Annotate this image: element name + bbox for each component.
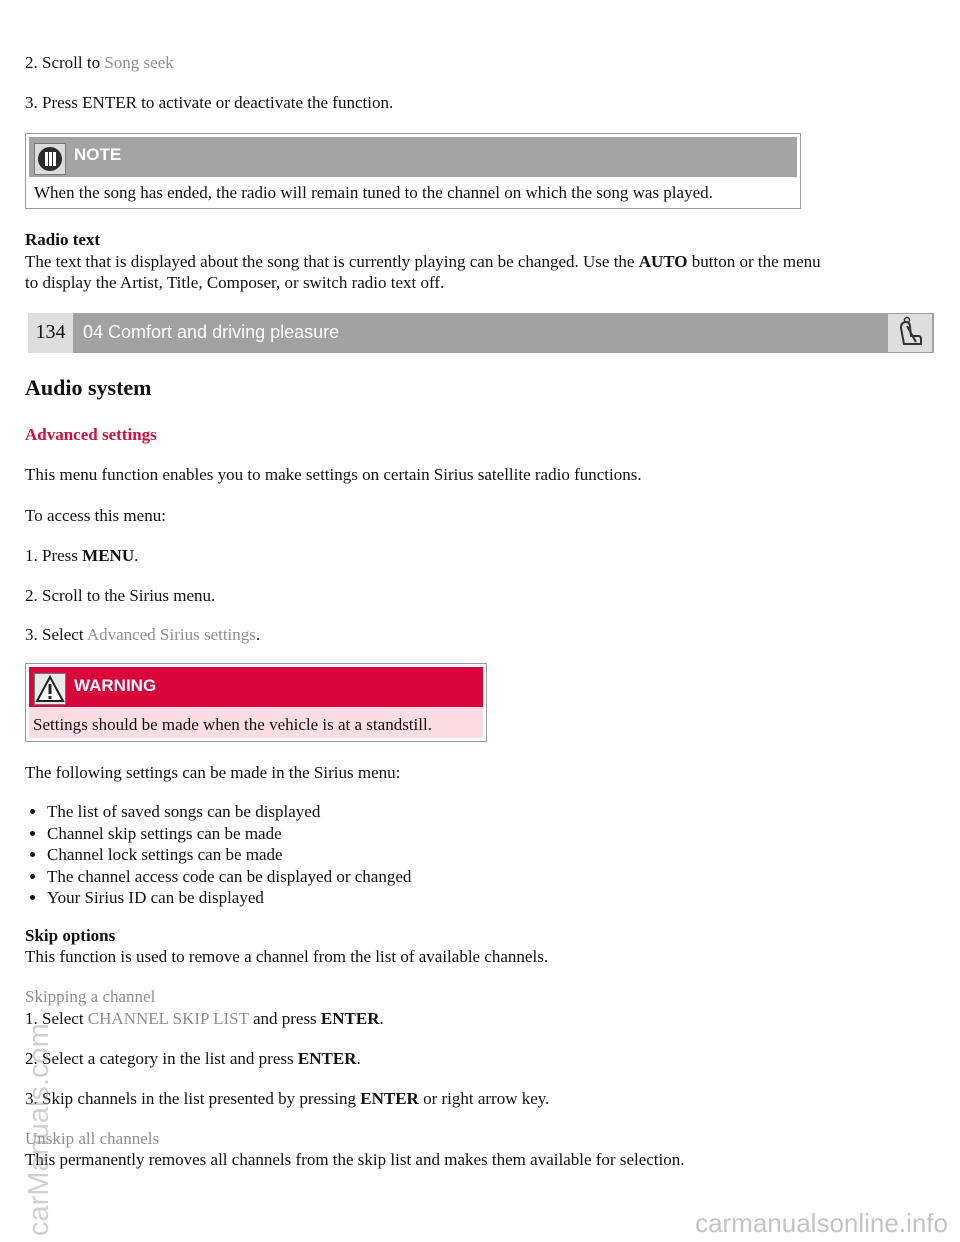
- step-select-advanced: [25, 625, 260, 645]
- radio-text-line2: to display the Artist, Title, Composer, or switch radio text off.: [25, 273, 445, 292]
- text-run: or right arrow key.: [418, 1089, 550, 1108]
- radio-text-heading: Radio text: [25, 230, 101, 249]
- list-item-text: Your Sirius ID can be displayed: [47, 888, 264, 907]
- seat-icon: [888, 314, 932, 352]
- text-run: 3. Select: [25, 625, 87, 644]
- note-box: [25, 133, 801, 209]
- skip-text: This function is used to remove a channel from the list of available channels.: [25, 947, 549, 966]
- skip-step3: [25, 1089, 549, 1109]
- step-scroll-song-seek: [25, 53, 174, 73]
- unskip-text: This permanently removes all channels from the skip list and makes them available for selection.: [25, 1150, 685, 1169]
- note-label: NOTE: [74, 145, 122, 164]
- skip-heading: Skip options: [25, 926, 116, 945]
- chapter-header-band: [28, 313, 934, 353]
- chapter-title: 04 Comfort and driving pleasure: [83, 322, 340, 342]
- text-run: 1. Select: [25, 1009, 88, 1028]
- text-run: .: [356, 1049, 361, 1068]
- settings-list: [25, 801, 411, 909]
- list-item: [25, 801, 411, 823]
- skip-step2: [25, 1049, 361, 1069]
- list-item-text: The list of saved songs can be displayed: [47, 802, 321, 821]
- text-run: The text that is displayed about the song that is currently playing can be changed. Use the: [25, 252, 639, 271]
- step-text: 2. Scroll to: [25, 53, 105, 72]
- enter-key-label: ENTER: [360, 1089, 419, 1108]
- text-run: .: [255, 625, 261, 644]
- channel-skip-list-item: CHANNEL SKIP LIST: [87, 1009, 249, 1028]
- auto-button-label: AUTO: [638, 252, 688, 271]
- page-number: 134: [28, 313, 73, 353]
- warning-label: WARNING: [74, 676, 157, 695]
- section-title: Audio system: [25, 375, 152, 400]
- intro-text: This menu function enables you to make settings on certain Sirius satellite radio functions.: [25, 465, 642, 484]
- step-scroll-sirius: 2. Scroll to the Sirius menu.: [25, 586, 216, 605]
- list-item: [25, 844, 411, 866]
- note-text: When the song has ended, the radio will remain tuned to the channel on which the song was played.: [34, 183, 713, 202]
- text-run: 3. Skip channels in the list presented by pressing: [25, 1089, 361, 1108]
- unskip-subheading: Unskip all channels: [25, 1129, 160, 1148]
- list-item-text: Channel lock settings can be made: [47, 845, 283, 864]
- warning-box: [25, 663, 487, 742]
- list-item: [25, 866, 411, 888]
- song-seek-menu-item: Song seek: [104, 53, 174, 72]
- text-run: and press: [248, 1009, 321, 1028]
- enter-key-label: ENTER: [297, 1049, 357, 1068]
- skip-step1: [25, 1009, 384, 1029]
- list-item-text: The channel access code can be displayed or changed: [47, 866, 412, 886]
- advanced-sirius-menu-item: Advanced Sirius settings: [86, 625, 256, 644]
- warning-triangle-icon: [34, 673, 66, 705]
- enter-key-label: ENTER: [320, 1009, 380, 1028]
- list-item: [25, 823, 411, 845]
- text-run: 1. Press: [25, 546, 83, 565]
- text-run: button or the menu: [687, 252, 821, 271]
- list-item: [25, 887, 411, 909]
- skipping-subheading: Skipping a channel: [25, 987, 156, 1006]
- step-press-enter: 3. Press ENTER to activate or deactivate the function.: [25, 93, 394, 112]
- menu-key-label: MENU: [82, 546, 135, 565]
- subsection-title: Advanced settings: [25, 425, 157, 444]
- note-header: [29, 137, 797, 177]
- corner-watermark: carmanualsonline.info: [695, 1208, 948, 1238]
- text-run: .: [134, 546, 139, 565]
- warning-text: Settings should be made when the vehicle is at a standstill.: [33, 715, 432, 734]
- radio-text-line1: [25, 252, 821, 272]
- settings-intro: The following settings can be made in the Sirius menu:: [25, 763, 401, 782]
- warning-header: [29, 667, 483, 707]
- text-run: 2. Select a category in the list and press: [25, 1049, 298, 1068]
- access-text: To access this menu:: [25, 506, 166, 525]
- info-icon: [34, 143, 66, 175]
- step-press-menu: [25, 546, 138, 566]
- list-item-text: Channel skip settings can be made: [47, 823, 282, 843]
- text-run: .: [379, 1009, 384, 1028]
- side-watermark: carManuals.com: [23, 1023, 55, 1236]
